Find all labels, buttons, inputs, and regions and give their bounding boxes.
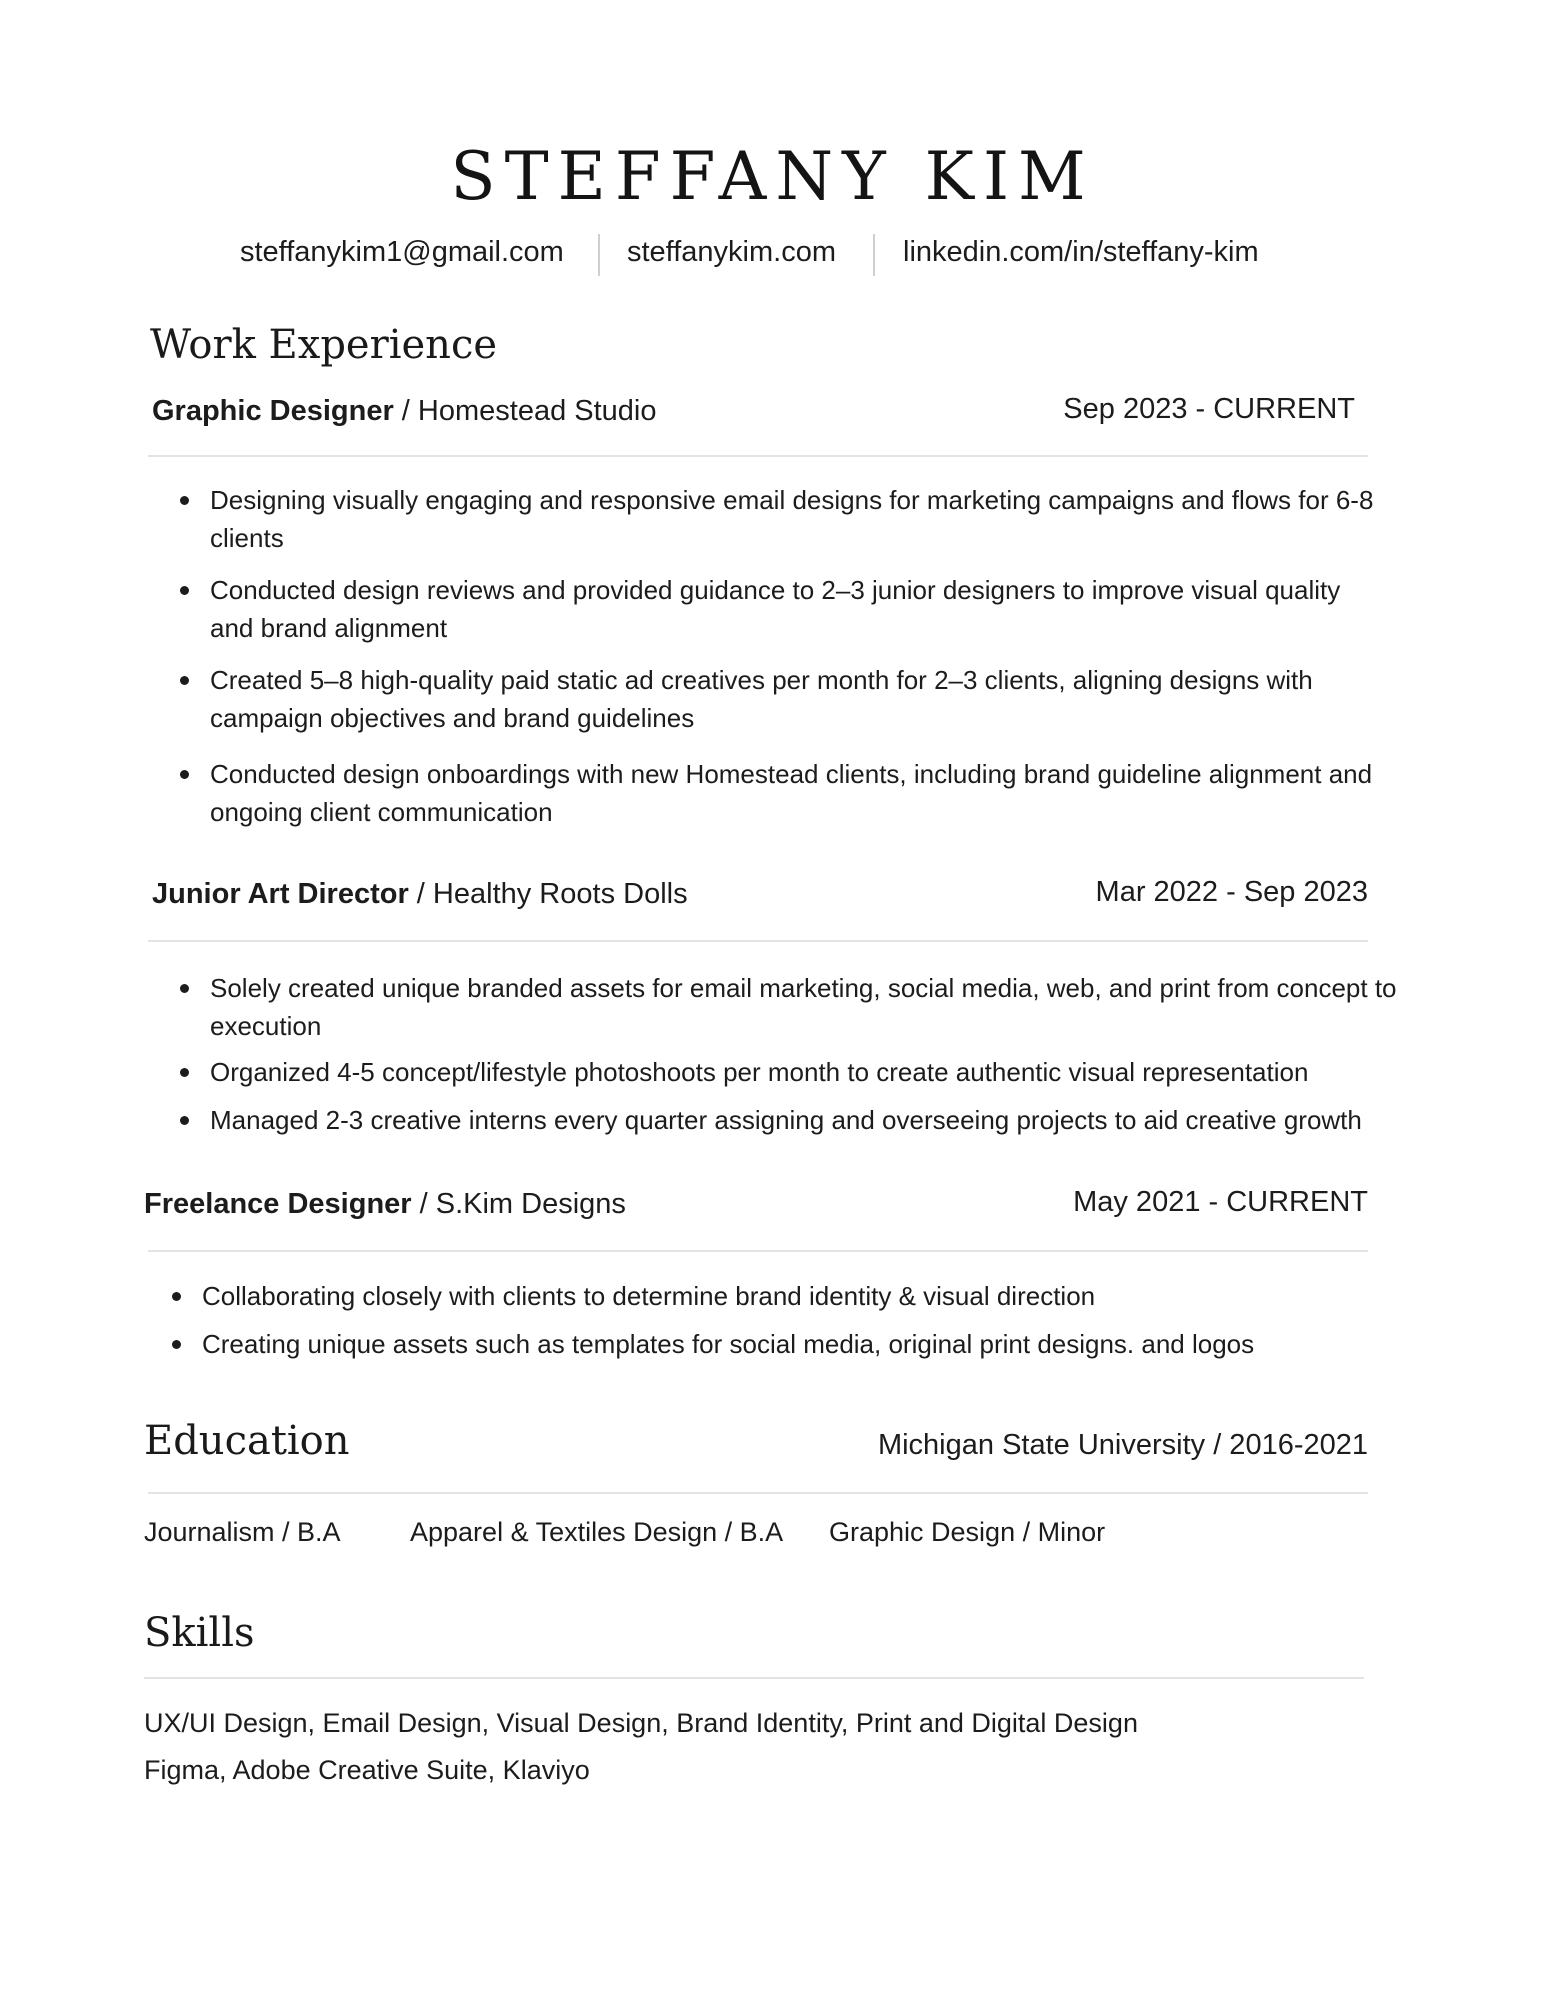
section-divider — [148, 940, 1368, 942]
section-heading-work: Work Experience — [150, 322, 498, 368]
job-title: Junior Art Director — [152, 878, 409, 910]
list-item: Organized 4-5 concept/lifestyle photoshoots per month to create authentic visual representation — [180, 1053, 1410, 1091]
contact-divider — [873, 234, 875, 276]
section-heading-education: Education — [144, 1418, 350, 1464]
degree: Graphic Design / Minor — [829, 1517, 1106, 1547]
job-dates: Sep 2023 - CURRENT — [1063, 393, 1355, 425]
job-dates: Mar 2022 - Sep 2023 — [1095, 876, 1368, 908]
job-company: / S.Kim Designs — [411, 1188, 626, 1220]
list-item: Designing visually engaging and responsive email designs for marketing campaigns and flows for 6-8 clients — [180, 481, 1380, 557]
candidate-name: STEFFANY KIM — [450, 138, 1095, 215]
job-company: / Healthy Roots Dolls — [408, 878, 688, 910]
section-heading-skills: Skills — [144, 1610, 255, 1656]
degree: Journalism / B.A — [144, 1517, 341, 1547]
section-divider — [144, 1677, 1364, 1679]
skills-line: UX/UI Design, Email Design, Visual Design, Brand Identity, Print and Digital Design — [144, 1708, 1138, 1738]
job-title: Freelance Designer — [144, 1188, 412, 1220]
list-item: Creating unique assets such as templates for social media, original print designs. and logos — [172, 1325, 1372, 1363]
job-title-line — [152, 878, 688, 911]
contact-linkedin[interactable]: linkedin.com/in/steffany-kim — [903, 236, 1259, 268]
list-item: Created 5–8 high-quality paid static ad creatives per month for 2–3 clients, aligning designs with campaign objectives and brand guidelines — [180, 661, 1380, 737]
list-item: Conducted design reviews and provided guidance to 2–3 junior designers to improve visual quality and brand alignment — [180, 571, 1380, 647]
section-divider — [148, 1250, 1368, 1252]
job-company: / Homestead Studio — [393, 395, 657, 427]
section-divider — [148, 1492, 1368, 1494]
list-item: Collaborating closely with clients to determine brand identity & visual direction — [172, 1277, 1372, 1315]
education-school: Michigan State University / 2016-2021 — [877, 1429, 1368, 1461]
list-item: Managed 2-3 creative interns every quarter assigning and overseeing projects to aid creative growth — [180, 1101, 1410, 1139]
job-title-line — [152, 395, 657, 428]
contact-email[interactable]: steffanykim1@gmail.com — [240, 236, 564, 268]
job-title-line — [144, 1188, 626, 1221]
section-divider — [148, 455, 1368, 457]
contact-divider — [598, 234, 600, 276]
job-title: Graphic Designer — [152, 395, 394, 427]
list-item: Conducted design onboardings with new Homestead clients, including brand guideline alignment and ongoing client communication — [180, 755, 1380, 831]
job-bullets — [180, 969, 1410, 1139]
job-dates: May 2021 - CURRENT — [1073, 1186, 1368, 1218]
contact-website[interactable]: steffanykim.com — [627, 236, 836, 268]
skills-line: Figma, Adobe Creative Suite, Klaviyo — [144, 1755, 590, 1785]
job-bullets — [172, 1277, 1372, 1363]
list-item: Solely created unique branded assets for email marketing, social media, web, and print from concept to execution — [180, 969, 1410, 1045]
degree: Apparel & Textiles Design / B.A — [410, 1517, 784, 1547]
job-bullets — [180, 481, 1380, 831]
